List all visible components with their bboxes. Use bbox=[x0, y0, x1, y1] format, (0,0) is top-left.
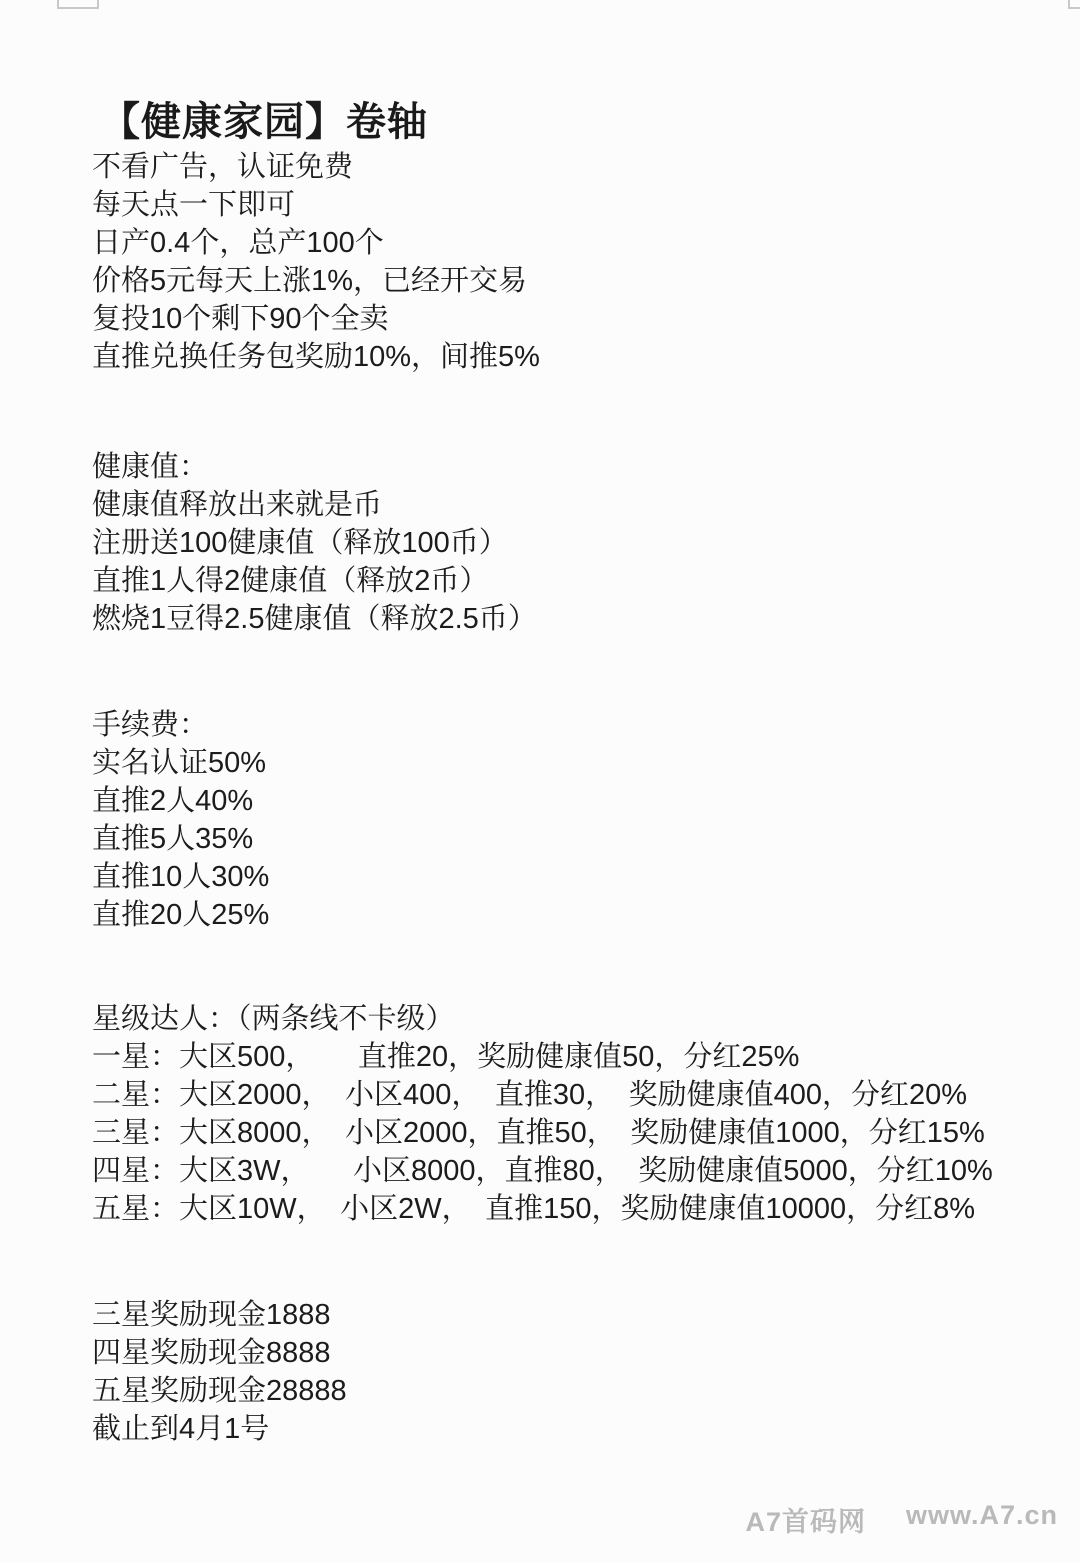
closing-block bbox=[92, 1296, 347, 1448]
watermark-brand: A7首码网 bbox=[745, 1507, 866, 1537]
intro-line: 价格5元每天上涨1%，已经开交易 bbox=[92, 265, 528, 297]
section-line: 直推10人30% bbox=[92, 861, 270, 893]
page-title: 【健康家园】卷轴 bbox=[100, 100, 428, 144]
section-line: 四星：大区3W， 小区8000，直推80， 奖励健康值5000，分红10% bbox=[92, 1155, 993, 1187]
star-level-section bbox=[92, 1000, 993, 1228]
section-line: 实名认证50% bbox=[92, 747, 267, 779]
closing-line: 四星奖励现金8888 bbox=[92, 1337, 331, 1369]
intro-line: 直推兑换任务包奖励10%，间推5% bbox=[92, 341, 540, 373]
watermark bbox=[745, 1500, 1058, 1539]
intro-line: 每天点一下即可 bbox=[92, 189, 296, 221]
closing-line: 截止到4月1号 bbox=[92, 1413, 270, 1445]
fee-section bbox=[92, 706, 269, 934]
section-line: 直推2人40% bbox=[92, 785, 254, 817]
closing-line: 五星奖励现金28888 bbox=[92, 1375, 347, 1407]
section-heading: 手续费： bbox=[92, 709, 209, 741]
cropped-box-outline-left bbox=[57, 0, 99, 9]
cropped-box-outline-right bbox=[1068, 0, 1080, 9]
intro-line: 不看广告，认证免费 bbox=[92, 151, 354, 183]
section-line: 健康值释放出来就是币 bbox=[92, 489, 383, 521]
section-line: 直推20人25% bbox=[92, 899, 270, 931]
section-line: 五星：大区10W， 小区2W， 直推150，奖励健康值10000，分红8% bbox=[92, 1193, 976, 1225]
section-line: 直推1人得2健康值（释放2币） bbox=[92, 565, 489, 597]
intro-line: 复投10个剩下90个全卖 bbox=[92, 303, 389, 335]
section-heading: 健康值： bbox=[92, 451, 209, 483]
section-line: 三星：大区8000， 小区2000，直推50， 奖励健康值1000，分红15% bbox=[92, 1117, 985, 1149]
watermark-url: www.A7.cn bbox=[905, 1500, 1058, 1530]
section-heading: 星级达人：（两条线不卡级） bbox=[92, 1003, 455, 1035]
section-line: 直推5人35% bbox=[92, 823, 254, 855]
section-line: 注册送100健康值（释放100币） bbox=[92, 527, 508, 559]
intro-block bbox=[92, 148, 540, 376]
section-line: 一星：大区500， 直推20，奖励健康值50，分红25% bbox=[92, 1041, 800, 1073]
section-line: 二星：大区2000， 小区400， 直推30， 奖励健康值400，分红20% bbox=[92, 1079, 968, 1111]
section-line: 燃烧1豆得2.5健康值（释放2.5币） bbox=[92, 603, 537, 635]
closing-line: 三星奖励现金1888 bbox=[92, 1299, 331, 1331]
health-value-section bbox=[92, 448, 537, 638]
intro-line: 日产0.4个，总产100个 bbox=[92, 227, 384, 259]
